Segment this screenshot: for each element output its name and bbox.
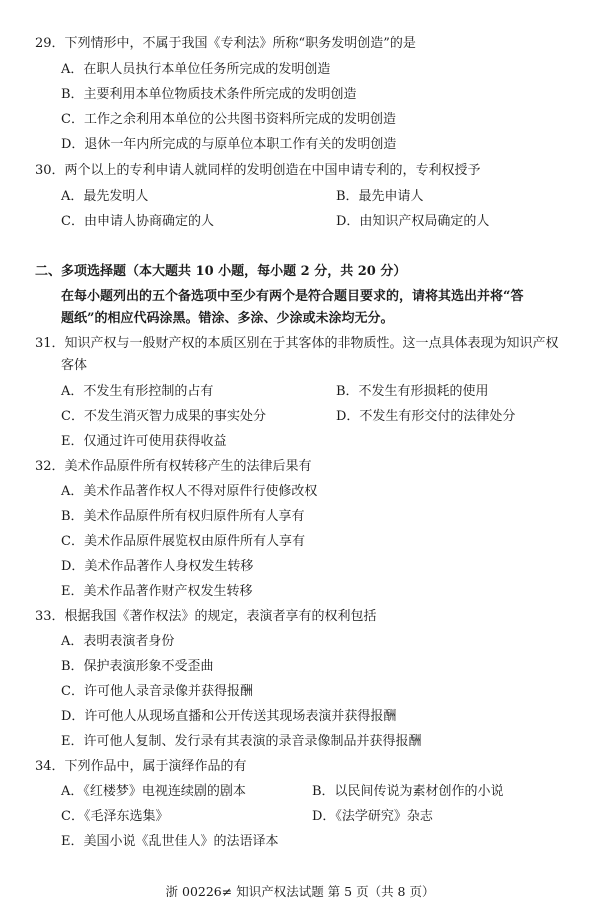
question-29-option-c: C．工作之余利用本单位的公共图书资料所完成的发明创造 [61,112,396,127]
question-30-stem: 30．两个以上的专利申请人就同样的发明创造在中国申请专利的，专利权授予 [35,163,481,178]
question-32-option-a: A．美术作品著作权人不得对原件行使修改权 [61,484,318,499]
question-30-option-d: D．由知识产权局确定的人 [336,214,490,229]
question-31-stem-line-1: 31．知识产权与一般财产权的本质区别在于其客体的非物质性。这一点具体表现为知识产权 [35,336,559,351]
question-34-stem: 34．下列作品中，属于演绎作品的有 [35,759,247,774]
question-32-option-b: B．美术作品原件所有权归原件所有人享有 [61,509,305,524]
question-33-option-e: E．许可他人复制、发行录有其表演的录音录像制品并获得报酬 [61,734,422,749]
question-32-option-e: E．美术作品著作财产权发生转移 [61,584,253,599]
question-34-option-b: B．以民间传说为素材创作的小说 [312,784,504,799]
question-29-stem: 29．下列情形中，不属于我国《专利法》所称“职务发明创造”的是 [35,36,416,51]
question-32-option-d: D．美术作品著作人身权发生转移 [61,559,254,574]
question-31-option-d: D．不发生有形交付的法律处分 [336,409,516,424]
question-31-option-b: B．不发生有形损耗的使用 [336,384,489,399]
question-32-stem: 32．美术作品原件所有权转移产生的法律后果有 [35,459,312,474]
section-heading: 二、多项选择题（本大题共 10 小题，每小题 2 分，共 20 分） [35,264,407,279]
section-instructions-line-2: 题纸”的相应代码涂黑。错涂、多涂、少涂或未涂均无分。 [61,311,394,326]
question-29-option-b: B．主要利用本单位物质技术条件所完成的发明创造 [61,87,357,102]
question-33-option-c: C．许可他人录音录像并获得报酬 [61,684,253,699]
section-instructions-line-1: 在每小题列出的五个备选项中至少有两个是符合题目要求的，请将其选出并将“答 [61,289,524,304]
question-34-option-e: E．美国小说《乱世佳人》的法语译本 [61,834,279,849]
question-32-option-c: C．美术作品原件展览权由原件所有人享有 [61,534,305,549]
question-34-option-a: A．《红楼梦》电视连续剧的剧本 [61,784,246,799]
question-33-option-d: D．许可他人从现场直播和公开传送其现场表演并获得报酬 [61,709,397,724]
question-29-option-d: D．退休一年内所完成的与原单位本职工作有关的发明创造 [61,137,397,152]
question-29-option-a: A．在职人员执行本单位任务所完成的发明创造 [61,62,331,77]
question-31-option-c: C．不发生消灭智力成果的事实处分 [61,409,266,424]
question-31-option-a: A．不发生有形控制的占有 [61,384,214,399]
question-30-option-c: C．由申请人协商确定的人 [61,214,214,229]
question-34-option-d: D．《法学研究》杂志 [312,809,433,824]
page-footer: 浙 00226≠ 知识产权法试题 第 5 页（共 8 页） [165,884,435,899]
question-34-option-c: C．《毛泽东选集》 [61,809,169,824]
question-31-stem-line-2: 客体 [61,358,88,373]
question-30-option-a: A．最先发明人 [61,189,149,204]
question-31-option-e: E．仅通过许可使用获得收益 [61,434,227,449]
question-33-option-a: A．表明表演者身份 [61,634,175,649]
question-33-option-b: B．保护表演形象不受歪曲 [61,659,214,674]
question-33-stem: 33．根据我国《著作权法》的规定，表演者享有的权利包括 [35,609,377,624]
question-30-option-b: B．最先申请人 [336,189,424,204]
